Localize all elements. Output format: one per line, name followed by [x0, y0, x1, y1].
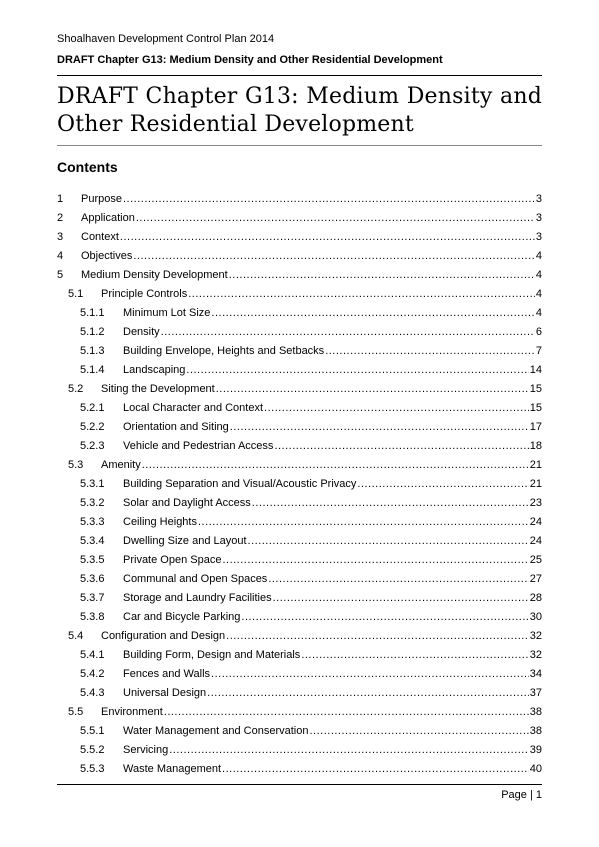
toc-entry[interactable] [57, 190, 542, 209]
toc-entry-title: Landscaping [123, 364, 186, 376]
toc-entry[interactable] [57, 475, 542, 494]
toc-entry-number: 5.1.1 [80, 307, 105, 319]
toc-entry-title: Principle Controls [101, 288, 188, 300]
table-of-contents [57, 190, 542, 779]
toc-entry-page: 21 [529, 459, 542, 471]
toc-entry-title: Orientation and Siting [123, 421, 229, 433]
toc-entry-page: 15 [529, 383, 542, 395]
toc-dot-leader [264, 399, 529, 418]
toc-entry-title: Context [81, 231, 119, 243]
toc-entry-number: 5.4 [68, 630, 84, 642]
toc-dot-leader [198, 513, 529, 532]
toc-entry-number: 5.1.4 [80, 364, 105, 376]
toc-dot-leader [357, 475, 528, 494]
toc-entry-page: 14 [529, 364, 542, 376]
toc-entry-number: 1 [57, 193, 64, 205]
toc-dot-leader [186, 361, 528, 380]
toc-entry-number: 5.5 [68, 706, 84, 718]
toc-entry-number: 5.3.6 [80, 573, 105, 585]
toc-entry-page: 38 [529, 725, 542, 737]
toc-entry[interactable] [57, 760, 542, 779]
toc-entry-number: 5.3.2 [80, 497, 105, 509]
toc-entry-title: Solar and Daylight Access [123, 497, 251, 509]
toc-entry-page: 4 [535, 269, 542, 281]
toc-entry-title: Fences and Walls [123, 668, 211, 680]
toc-entry-page: 32 [529, 630, 542, 642]
toc-entry-number: 5.2.3 [80, 440, 105, 452]
toc-entry-number: 2 [57, 212, 64, 224]
toc-entry-title: Amenity [101, 459, 141, 471]
toc-entry-page: 4 [535, 307, 542, 319]
toc-dot-leader [207, 684, 529, 703]
toc-entry-number: 5.2 [68, 383, 84, 395]
toc-entry[interactable] [57, 418, 542, 437]
toc-dot-leader [248, 532, 529, 551]
toc-dot-leader [309, 722, 528, 741]
toc-entry-number: 4 [57, 250, 64, 262]
toc-entry-page: 40 [529, 763, 542, 775]
toc-entry-number: 5.2.2 [80, 421, 105, 433]
toc-entry-title: Medium Density Development [81, 269, 228, 281]
toc-entry[interactable] [57, 342, 542, 361]
toc-entry[interactable] [57, 247, 542, 266]
toc-entry-page: 4 [535, 288, 542, 300]
toc-entry[interactable] [57, 266, 542, 285]
toc-dot-leader [252, 494, 529, 513]
toc-entry-number: 5.5.2 [80, 744, 105, 756]
toc-entry-title: Private Open Space [123, 554, 222, 566]
toc-entry-title: Water Management and Conservation [123, 725, 309, 737]
toc-dot-leader [222, 760, 529, 779]
toc-entry-title: Siting the Development [101, 383, 215, 395]
toc-dot-leader [268, 570, 528, 589]
toc-dot-leader [273, 589, 529, 608]
toc-entry[interactable] [57, 513, 542, 532]
toc-entry-title: Dwelling Size and Layout [123, 535, 247, 547]
toc-entry-number: 5.4.1 [80, 649, 105, 661]
toc-entry-page: 17 [529, 421, 542, 433]
toc-entry-page: 3 [535, 212, 542, 224]
toc-entry-number: 5.1 [68, 288, 84, 300]
toc-entry-number: 5.5.3 [80, 763, 105, 775]
toc-entry-title: Ceiling Heights [123, 516, 197, 528]
toc-entry-page: 25 [529, 554, 542, 566]
toc-entry-title: Building Envelope, Heights and Setbacks [123, 345, 325, 357]
toc-entry-title: Application [81, 212, 135, 224]
toc-entry-number: 5.1.3 [80, 345, 105, 357]
toc-entry-page: 6 [535, 326, 542, 338]
toc-entry[interactable] [57, 589, 542, 608]
toc-dot-leader [142, 456, 529, 475]
toc-dot-leader [169, 741, 529, 760]
toc-entry-title: Servicing [123, 744, 169, 756]
toc-entry-page: 38 [529, 706, 542, 718]
toc-entry[interactable] [57, 209, 542, 228]
toc-dot-leader [188, 285, 535, 304]
toc-entry-page: 23 [529, 497, 542, 509]
toc-dot-leader [230, 418, 529, 437]
toc-entry[interactable] [57, 627, 542, 646]
toc-dot-leader [226, 627, 529, 646]
toc-entry-title: Storage and Laundry Facilities [123, 592, 272, 604]
toc-entry[interactable] [57, 380, 542, 399]
toc-entry-page: 4 [535, 250, 542, 262]
toc-entry-title: Communal and Open Spaces [123, 573, 268, 585]
toc-entry-page: 15 [529, 402, 542, 414]
toc-entry[interactable] [57, 399, 542, 418]
toc-dot-leader [241, 608, 528, 627]
toc-dot-leader [325, 342, 535, 361]
toc-entry-page: 30 [529, 611, 542, 623]
toc-entry-number: 5.3.8 [80, 611, 105, 623]
toc-entry-page: 18 [529, 440, 542, 452]
toc-entry[interactable] [57, 722, 542, 741]
toc-entry-title: Environment [101, 706, 163, 718]
toc-entry-page: 3 [535, 231, 542, 243]
toc-dot-leader [211, 665, 529, 684]
toc-entry-number: 5.3.1 [80, 478, 105, 490]
toc-entry-page: 39 [529, 744, 542, 756]
toc-entry-number: 5.1.2 [80, 326, 105, 338]
document-title: DRAFT Chapter G13: Medium Density and Other Residential Development [57, 83, 542, 146]
toc-dot-leader [123, 190, 535, 209]
toc-dot-leader [229, 266, 535, 285]
toc-entry-page: 7 [535, 345, 542, 357]
toc-entry[interactable] [57, 494, 542, 513]
toc-entry-page: 37 [529, 687, 542, 699]
toc-entry-number: 5.3.5 [80, 554, 105, 566]
toc-entry-page: 34 [529, 668, 542, 680]
toc-entry[interactable] [57, 608, 542, 627]
toc-dot-leader [301, 646, 528, 665]
toc-entry-page: 21 [529, 478, 542, 490]
toc-entry-page: 24 [529, 516, 542, 528]
toc-entry[interactable] [57, 646, 542, 665]
plan-name: Shoalhaven Development Control Plan 2014 [57, 33, 275, 45]
toc-entry-number: 5.2.1 [80, 402, 105, 414]
toc-entry[interactable] [57, 665, 542, 684]
toc-entry[interactable] [57, 285, 542, 304]
toc-entry-title: Universal Design [123, 687, 207, 699]
toc-dot-leader [164, 703, 529, 722]
toc-entry-title: Configuration and Design [101, 630, 226, 642]
toc-entry-number: 5.4.3 [80, 687, 105, 699]
toc-entry-number: 5.3.3 [80, 516, 105, 528]
toc-entry-title: Vehicle and Pedestrian Access [123, 440, 274, 452]
toc-entry-title: Waste Management [123, 763, 222, 775]
toc-dot-leader [136, 209, 535, 228]
toc-entry-page: 32 [529, 649, 542, 661]
toc-dot-leader [133, 247, 535, 266]
toc-entry[interactable] [57, 456, 542, 475]
toc-entry-page: 28 [529, 592, 542, 604]
toc-entry[interactable] [57, 304, 542, 323]
toc-entry[interactable] [57, 437, 542, 456]
toc-dot-leader [222, 551, 528, 570]
toc-entry-title: Purpose [81, 193, 122, 205]
chapter-header: DRAFT Chapter G13: Medium Density and Other Residential Development [57, 54, 443, 66]
toc-entry-number: 5.5.1 [80, 725, 105, 737]
toc-entry[interactable] [57, 684, 542, 703]
toc-entry-title: Objectives [81, 250, 133, 262]
page-footer [57, 784, 542, 802]
toc-entry-number: 5.3.4 [80, 535, 105, 547]
toc-entry[interactable] [57, 361, 542, 380]
toc-entry[interactable] [57, 228, 542, 247]
toc-dot-leader [274, 437, 528, 456]
toc-dot-leader [211, 304, 534, 323]
toc-entry[interactable] [57, 323, 542, 342]
toc-entry-number: 5.4.2 [80, 668, 105, 680]
toc-entry-title: Density [123, 326, 160, 338]
toc-dot-leader [216, 380, 529, 399]
page-header [57, 33, 542, 76]
toc-entry-page: 24 [529, 535, 542, 547]
toc-entry[interactable] [57, 532, 542, 551]
toc-entry-number: 3 [57, 231, 64, 243]
page-number: Page | 1 [501, 789, 542, 801]
toc-entry-number: 5.3 [68, 459, 84, 471]
toc-entry-number: 5.3.7 [80, 592, 105, 604]
toc-dot-leader [120, 228, 535, 247]
toc-entry-number: 5 [57, 269, 64, 281]
toc-entry-title: Local Character and Context [123, 402, 264, 414]
toc-entry-title: Car and Bicycle Parking [123, 611, 241, 623]
toc-entry[interactable] [57, 703, 542, 722]
toc-entry-page: 3 [535, 193, 542, 205]
toc-entry[interactable] [57, 551, 542, 570]
contents-heading: Contents [57, 159, 118, 175]
toc-entry-title: Building Form, Design and Materials [123, 649, 301, 661]
toc-entry-page: 27 [529, 573, 542, 585]
toc-entry-title: Building Separation and Visual/Acoustic Privacy [123, 478, 357, 490]
toc-entry[interactable] [57, 570, 542, 589]
toc-dot-leader [161, 323, 535, 342]
toc-entry[interactable] [57, 741, 542, 760]
toc-entry-title: Minimum Lot Size [123, 307, 211, 319]
